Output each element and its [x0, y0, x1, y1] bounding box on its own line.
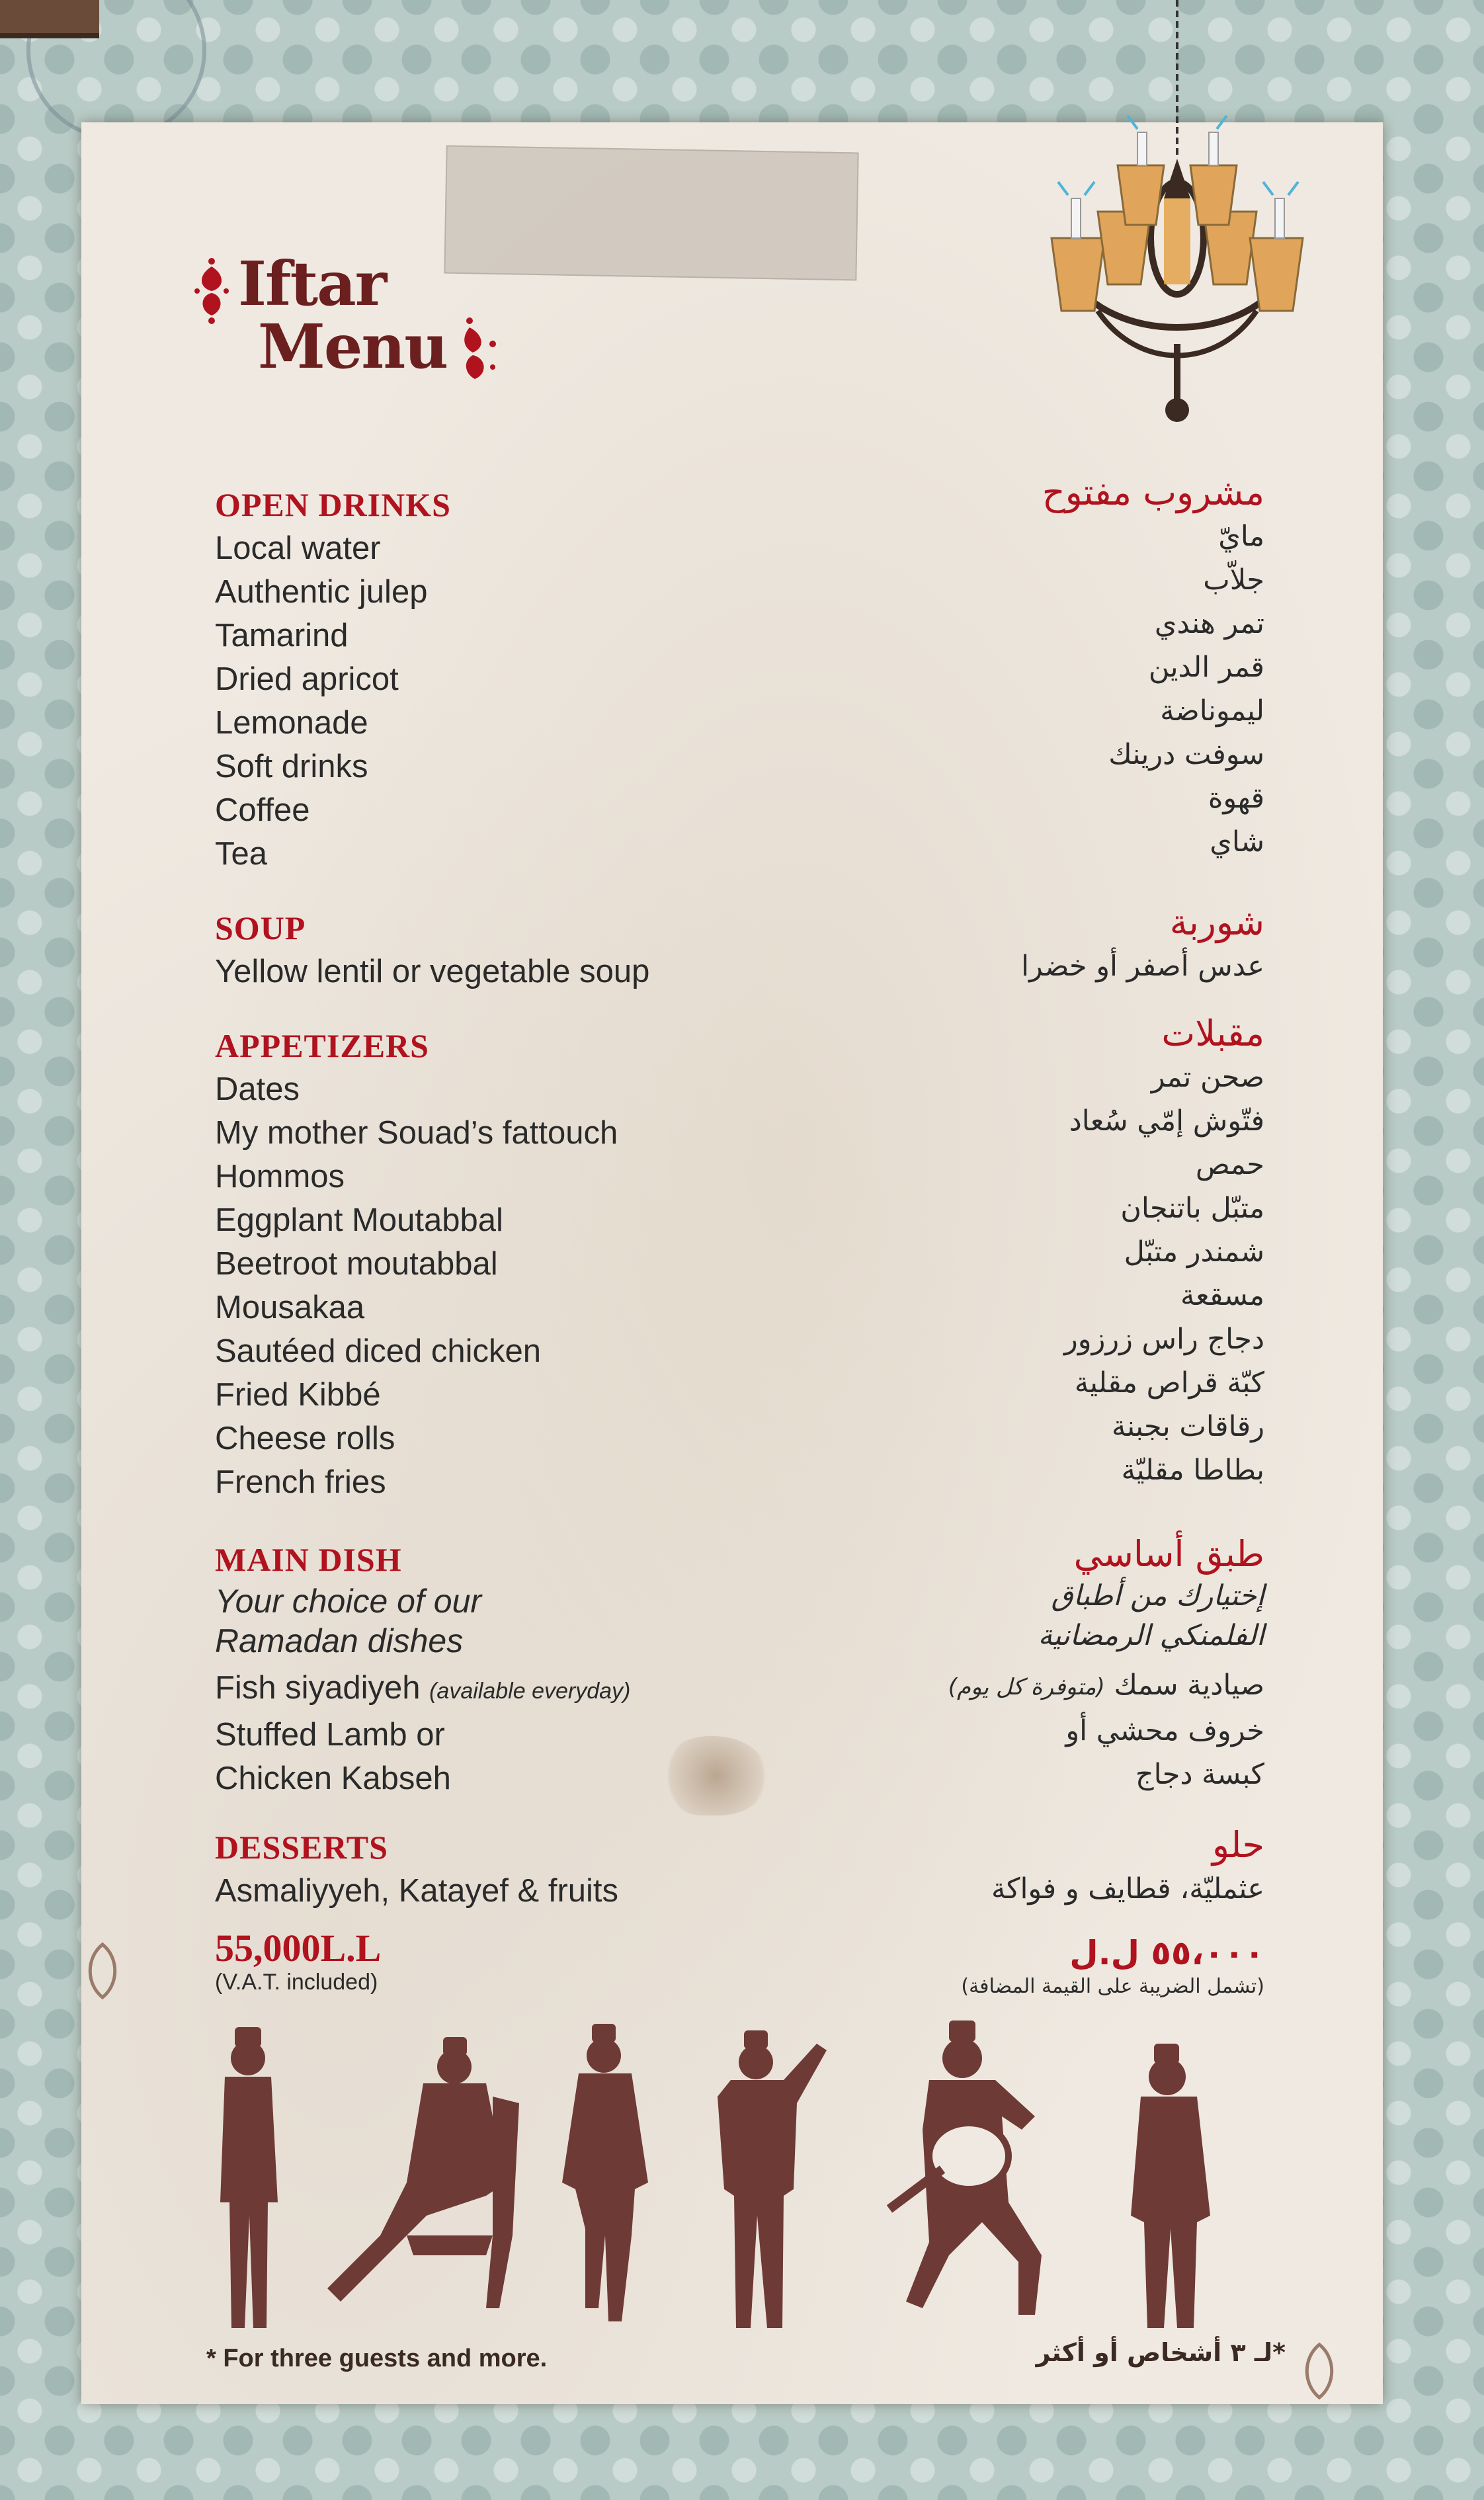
- menu-item: جلاّب: [1203, 563, 1264, 597]
- menu-item: خروف محشي أو: [1065, 1714, 1264, 1747]
- postage-stamp: [0, 0, 99, 38]
- menu-note: Ramadan dishes: [215, 1622, 464, 1659]
- menu-item: Tea: [215, 836, 268, 872]
- menu-item: عثمليّة، قطايف و فواكة: [991, 1872, 1264, 1905]
- menu-item: قهوة: [1208, 782, 1264, 815]
- menu-item: Local water: [215, 530, 381, 566]
- menu-item: Hommos: [215, 1159, 345, 1194]
- chandelier-icon: [1032, 0, 1323, 430]
- section-desserts-ar: [669, 1823, 1264, 1911]
- menu-item: رقاقات بجبنة: [1112, 1410, 1264, 1443]
- silhouette-group-icon: [208, 2017, 1299, 2335]
- menu-item: تمر هندي: [1154, 607, 1264, 640]
- menu-item: Sautéed diced chicken: [215, 1333, 542, 1369]
- section-title: شوربة: [1169, 901, 1264, 943]
- vat-note: (V.A.T. included): [215, 1970, 378, 1995]
- price: 55,000L.L: [215, 1927, 382, 1970]
- menu-item: شمندر متبّل: [1124, 1235, 1264, 1269]
- menu-item: Chicken Kabseh: [215, 1761, 451, 1796]
- menu-item-note: (available everyday): [429, 1679, 631, 1704]
- menu-item: [669, 1663, 1264, 1709]
- menu-item: مسقعة: [1180, 1279, 1264, 1312]
- ornament-icon: [79, 1941, 126, 2001]
- menu-item: Lemonade: [215, 705, 368, 741]
- section-title: DESSERTS: [215, 1829, 388, 1866]
- section-title: مقبلات: [1161, 1013, 1264, 1054]
- oud-player-silhouette: [889, 2021, 1042, 2315]
- menu-item: Cheese rolls: [215, 1421, 395, 1456]
- menu-item: Dates: [215, 1071, 300, 1107]
- menu-item: صحن تمر: [1151, 1061, 1264, 1094]
- menu-item: Tamarind: [215, 618, 349, 653]
- menu-item: My mother Souad’s fattouch: [215, 1115, 618, 1151]
- menu-item: قمر الدين: [1148, 651, 1264, 684]
- footnote-ar: *لـ ٣ أشخاص أو أكثر: [1036, 2338, 1286, 2367]
- menu-item: ليموناضة: [1160, 694, 1264, 728]
- logo-word-iftar: Iftar: [238, 248, 386, 319]
- menu-item: فتّوش إمّي سُعاد: [1069, 1104, 1264, 1138]
- logo-word-menu: Menu: [258, 311, 448, 382]
- menu-item: شاي: [1210, 825, 1264, 858]
- menu-item: Dried apricot: [215, 661, 399, 697]
- menu-item: عدس أصفر أو خضرا: [1021, 950, 1264, 983]
- section-title: OPEN DRINKS: [215, 486, 451, 523]
- ornament-icon: [1296, 2341, 1342, 2401]
- menu-note: الفلمنكي الرمضانية: [1038, 1619, 1264, 1652]
- menu-item: بطاطا مقليّة: [1121, 1454, 1264, 1487]
- menu-item: Yellow lentil or vegetable soup: [215, 954, 650, 989]
- menu-item-name: Fish siyadiyeh: [215, 1670, 421, 1706]
- menu-item: Fried Kibbé: [215, 1377, 381, 1413]
- price: ٥٥،٠٠٠ ل.ل: [1069, 1934, 1264, 1972]
- menu-item: Coffee: [215, 792, 310, 828]
- menu-item: دجاج راس زرزور: [1064, 1323, 1264, 1356]
- section-title: MAIN DISH: [215, 1541, 402, 1578]
- section-open-drinks-ar: [669, 471, 1264, 864]
- menu-item: Soft drinks: [215, 749, 368, 784]
- menu-item: Beetroot moutabbal: [215, 1246, 498, 1282]
- section-title: مشروب مفتوح: [1042, 472, 1264, 513]
- vat-note: (تشمل الضريبة على القيمة المضافة): [961, 1975, 1264, 1998]
- menu-item: Authentic julep: [215, 574, 428, 610]
- menu-item: Stuffed Lamb or: [215, 1717, 445, 1753]
- menu-item: Asmaliyyeh, Katayef & fruits: [215, 1873, 619, 1909]
- ornament-icon: [192, 255, 231, 327]
- price-block-ar: [669, 1933, 1264, 2000]
- footnote-en: * For three guests and more.: [206, 2345, 548, 2372]
- section-title: SOUP: [215, 909, 306, 946]
- seated-man-silhouette: [327, 2037, 519, 2308]
- standing-man-right-silhouette: [1131, 2044, 1210, 2328]
- menu-note: إختيارك من أطباق: [1051, 1579, 1264, 1612]
- walking-man-silhouette: [562, 2024, 648, 2321]
- section-title: طبق أساسي: [1073, 1533, 1264, 1575]
- section-main-dish-ar: [669, 1532, 1264, 1796]
- menu-item: كبّة قراص مقلية: [1074, 1366, 1264, 1399]
- section-soup-ar: [669, 901, 1264, 988]
- standing-man-silhouette: [220, 2027, 278, 2328]
- menu-item: مايّ: [1218, 520, 1264, 553]
- menu-item: متبّل باتنجان: [1120, 1192, 1264, 1225]
- section-title: حلو: [1212, 1824, 1264, 1866]
- waving-man-silhouette: [718, 2030, 827, 2328]
- menu-item-name: صيادية سمك: [1114, 1669, 1264, 1702]
- ornament-icon: [456, 314, 503, 387]
- menu-item: سوفت درينك: [1108, 738, 1264, 771]
- menu-item: كبسة دجاج: [1135, 1758, 1264, 1791]
- menu-note: Your choice of our: [215, 1583, 482, 1620]
- menu-item: Eggplant Moutabbal: [215, 1202, 503, 1238]
- menu-item: حمص: [1195, 1148, 1264, 1181]
- iftar-menu-logo: [192, 248, 509, 400]
- menu-item: French fries: [215, 1464, 386, 1500]
- menu-item-note: (متوفرة كل يوم): [948, 1674, 1105, 1700]
- section-appetizers-ar: [669, 1012, 1264, 1492]
- menu-item: Mousakaa: [215, 1290, 365, 1325]
- section-title: APPETIZERS: [215, 1027, 429, 1064]
